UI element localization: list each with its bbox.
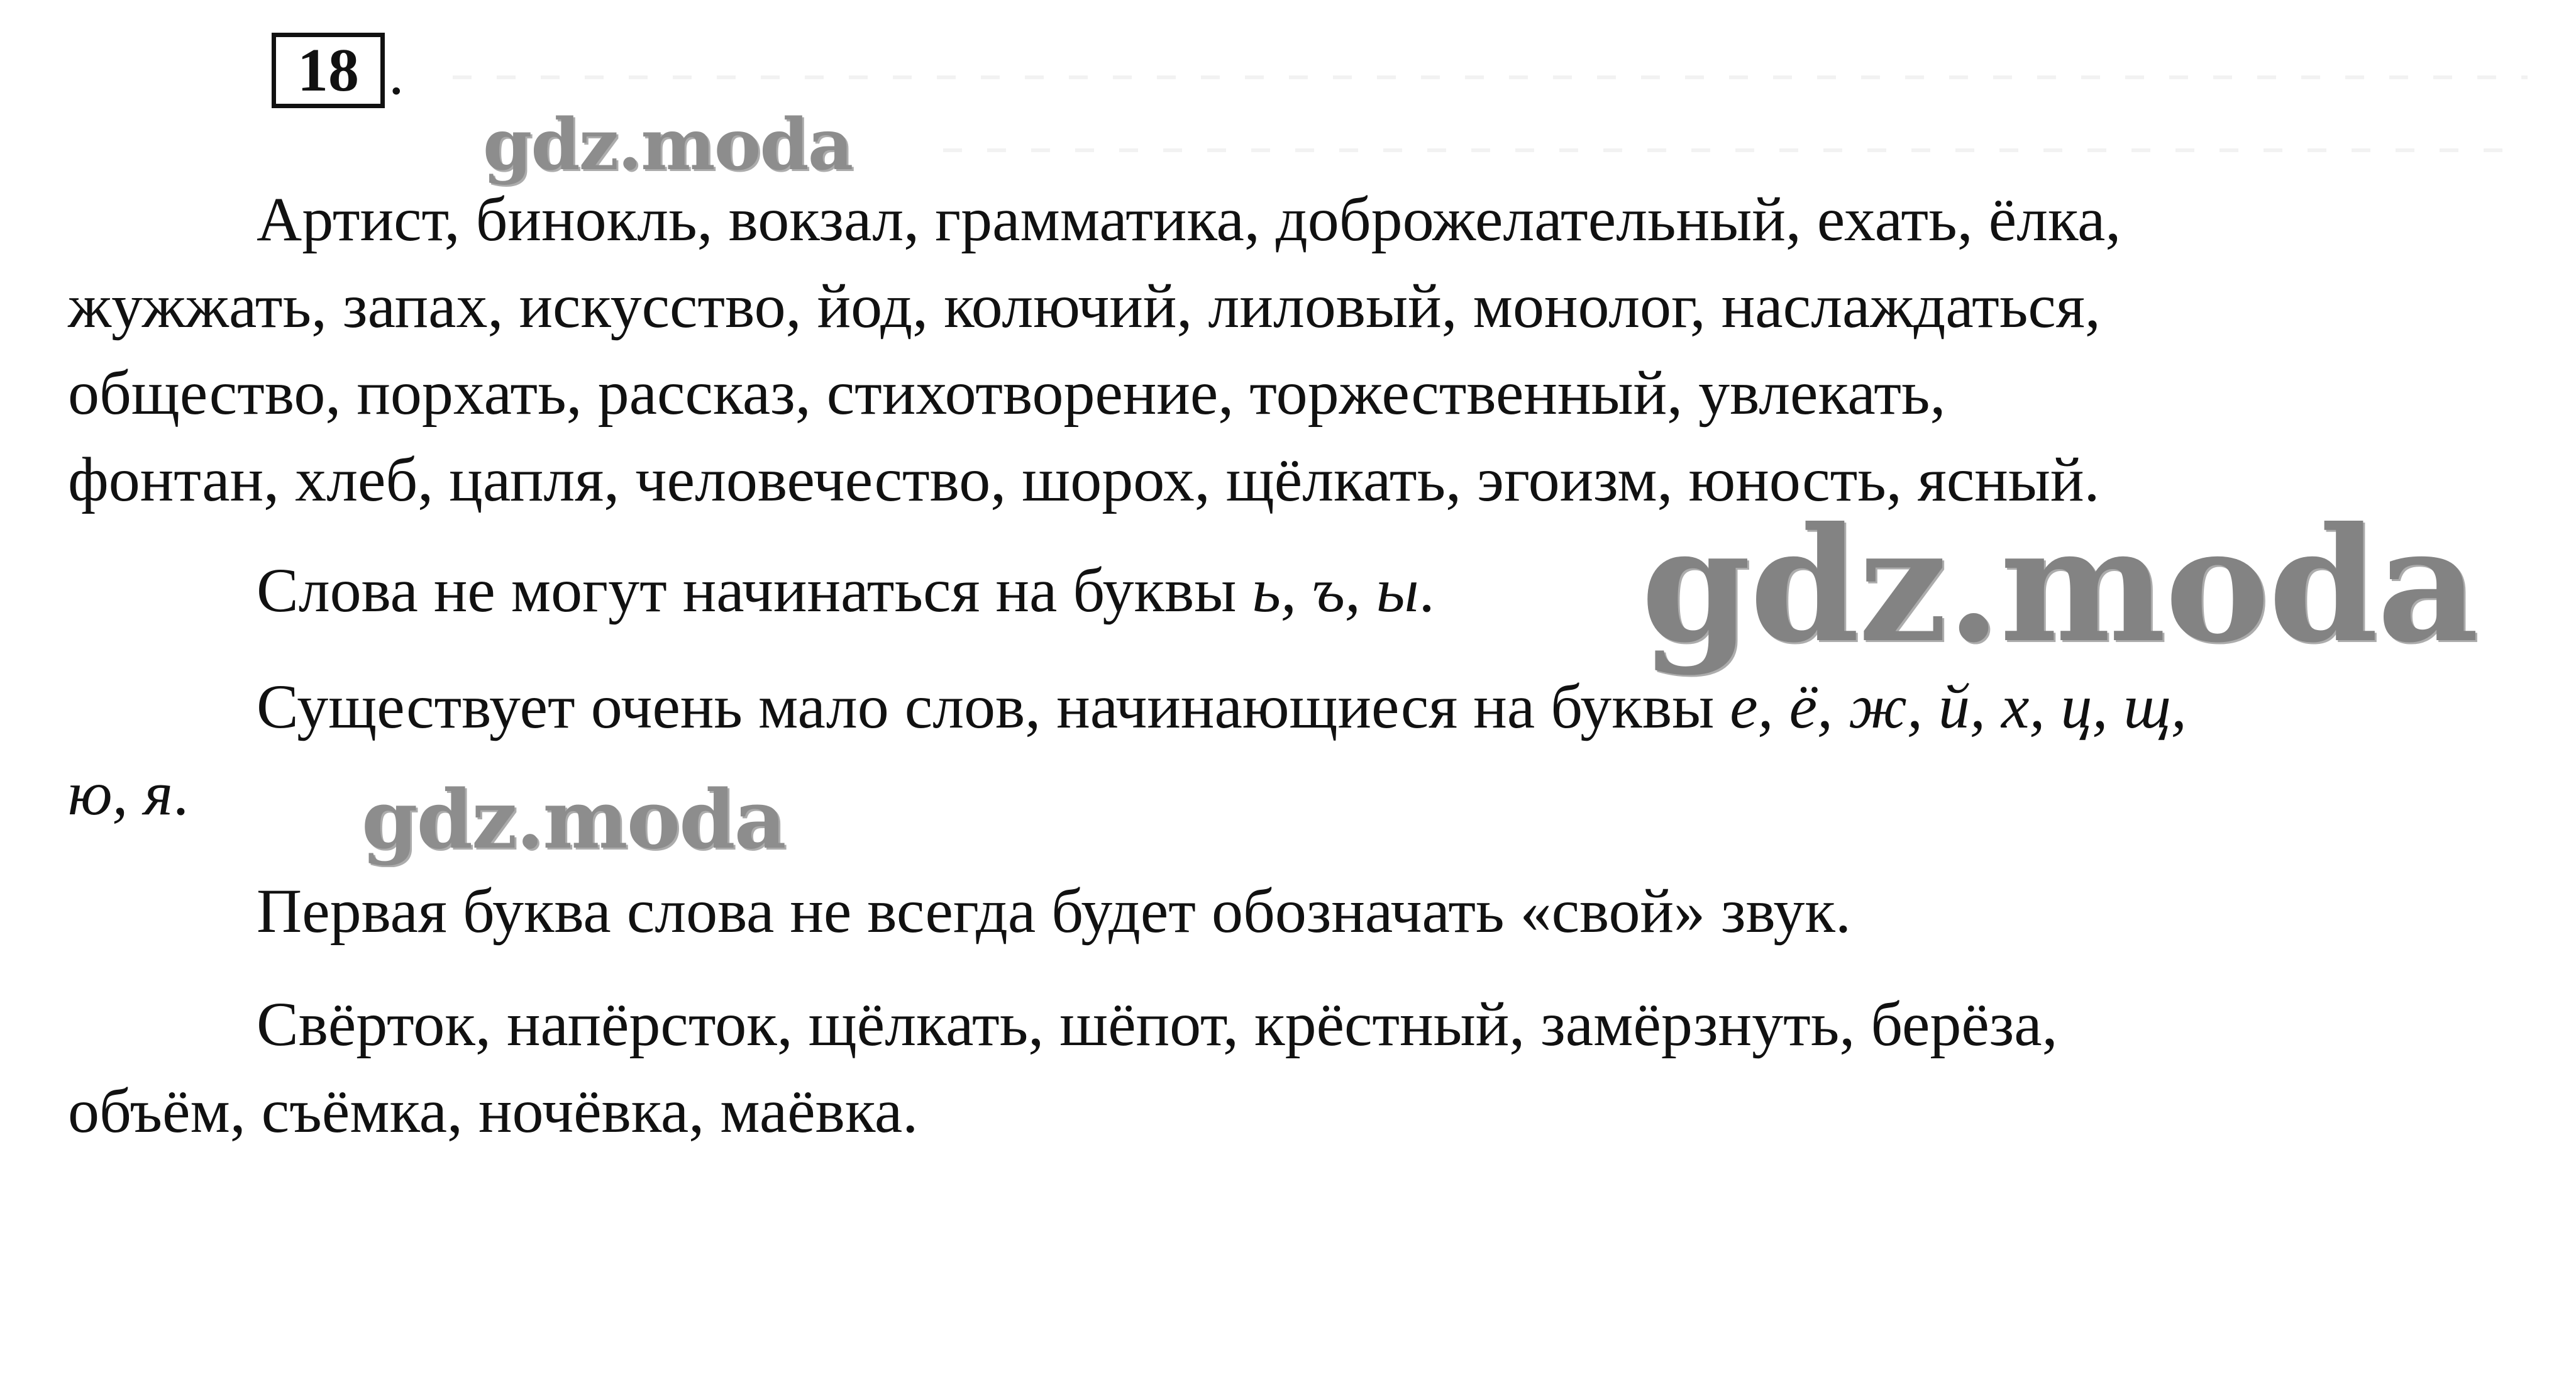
rule-text: Слова не могут начинаться на буквы: [257, 555, 1252, 625]
rule-end: .: [1418, 555, 1435, 625]
paragraph-line: жужжать, запах, искусство, йод, колючий, лиловый, монолог, наслаждаться,: [68, 271, 2101, 341]
watermark-logo-large: gdz.moda: [1641, 492, 2478, 677]
watermark-logo: gdz.moda: [362, 773, 785, 867]
paragraph-line: [68, 663, 2520, 750]
paragraph-line: Первая буква слова не всегда будет обозначать «свой» звук.: [257, 876, 1851, 946]
rule-text: Существует очень мало слов, начинающиеся на буквы: [257, 672, 1730, 741]
paragraph-line: фонтан, хлеб, цапля, человечество, шорох, щёлкать, эгоизм, юность, ясный.: [68, 445, 2100, 514]
paragraph-line: общество, порхать, рассказ, стихотворение, торжественный, увлекать,: [68, 358, 1946, 428]
task-number-box: [272, 33, 385, 108]
scan-artifact: [943, 148, 2515, 152]
rule-letters: ю, я: [68, 758, 173, 828]
rule-letters: е, ё, ж, й, х, ц, щ,: [1730, 672, 2187, 741]
paragraph-line: объём, съёмка, ночёвка, маёвка.: [68, 1076, 919, 1146]
paragraph-line: [68, 547, 2520, 634]
rule-letters: ь, ъ, ы: [1252, 555, 1419, 625]
rule-paragraph-1: [68, 547, 2520, 634]
task-number: 18: [297, 36, 359, 104]
scan-artifact: [453, 75, 2528, 79]
word-list-paragraph: [68, 176, 2520, 523]
task-number-dot: .: [389, 40, 404, 108]
rule-paragraph-2: [68, 663, 2520, 837]
paragraph-line: [68, 750, 2520, 837]
paragraph-line: Свёрток, напёрсток, щёлкать, шёпот, крёстный, замёрзнуть, берёза,: [257, 989, 2058, 1059]
watermark-logo: gdz.moda: [483, 104, 853, 186]
paragraph-line: Артист, бинокль, вокзал, грамматика, доброжелательный, ехать, ёлка,: [257, 184, 2121, 254]
yo-words-paragraph: [68, 981, 2520, 1155]
rule-paragraph-3: [68, 868, 2520, 955]
rule-end: .: [173, 758, 189, 828]
